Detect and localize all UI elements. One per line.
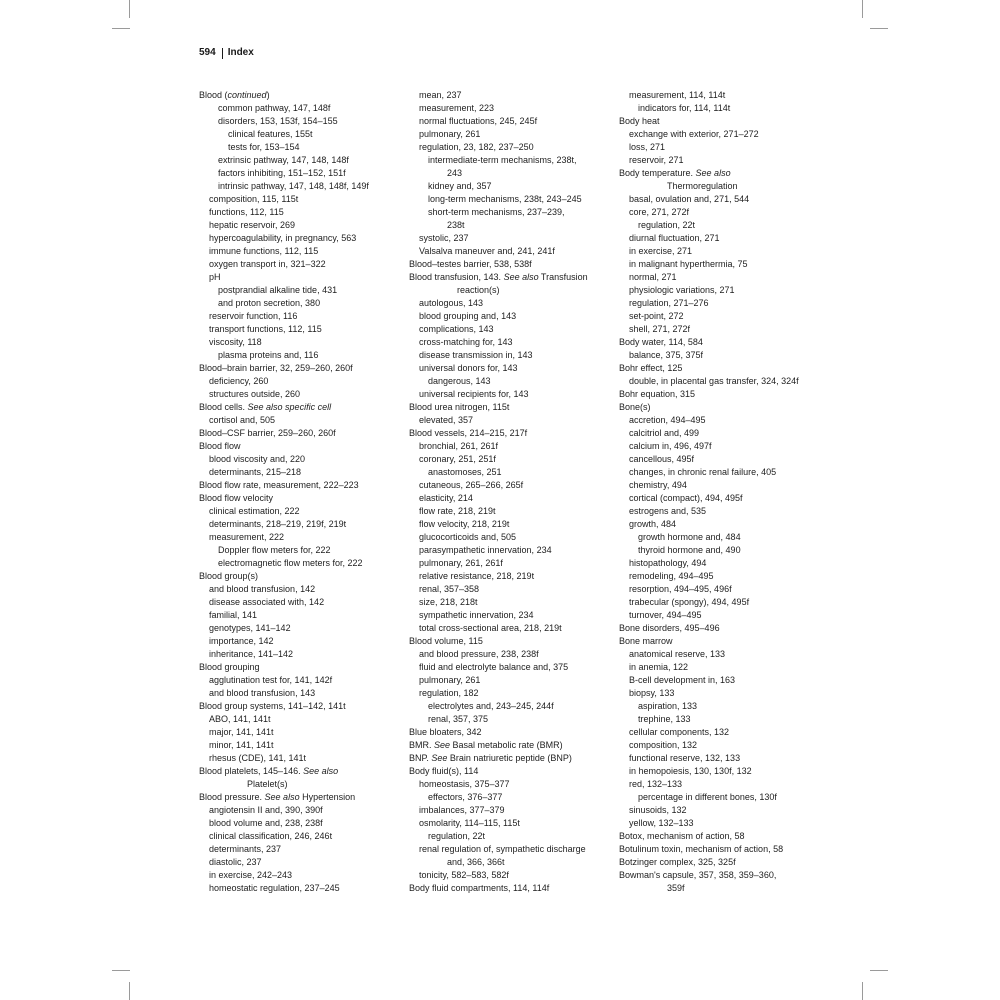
index-entry: sympathetic innervation, 234 (419, 610, 534, 620)
index-entry: parasympathetic innervation, 234 (419, 545, 552, 555)
index-entry: indicators for, 114, 114t (638, 103, 731, 113)
index-entry (199, 401, 369, 414)
index-entry: universal recipients for, 143 (419, 389, 529, 399)
index-entry: osmolarity, 114–115, 115t (419, 818, 520, 828)
index-entry: renal, 357, 375 (428, 714, 489, 724)
index-entry: double, in placental gas transfer, 324, 324f (629, 376, 799, 386)
page-header (199, 46, 254, 60)
index-entry: growth hormone and, 484 (638, 532, 741, 542)
index-entry: shell, 271, 272f (629, 324, 691, 334)
index-entry: immune functions, 112, 115 (209, 246, 319, 256)
index-entry: mean, 237 (419, 90, 462, 100)
cross-reference-italic: See also (303, 766, 339, 776)
index-entry: familial, 141 (209, 610, 258, 620)
index-entry: blood viscosity and, 220 (209, 454, 306, 464)
index-entry: total cross-sectional area, 218, 219t (419, 623, 562, 633)
index-entry: renal regulation of, sympathetic discharge (419, 844, 586, 854)
index-entry: measurement, 223 (419, 103, 495, 113)
index-entry: set-point, 272 (629, 311, 684, 321)
index-entry: pH (209, 272, 221, 282)
index-entry: coronary, 251, 251f (419, 454, 496, 464)
index-entry: factors inhibiting, 151–152, 151f (218, 168, 346, 178)
index-entry: clinical estimation, 222 (209, 506, 300, 516)
index-entry: exchange with exterior, 271–272 (629, 129, 759, 139)
index-entry: Blood grouping (199, 662, 260, 672)
index-entry: calcium in, 496, 497f (629, 441, 712, 451)
index-entry: kidney and, 357 (428, 181, 492, 191)
index-entry: Body water, 114, 584 (619, 337, 703, 347)
index-entry: size, 218, 218t (419, 597, 478, 607)
index-entry (409, 752, 588, 765)
index-entry: Body fluid compartments, 114, 114f (409, 883, 550, 893)
index-entry: dangerous, 143 (428, 376, 491, 386)
crop-mark-top-right (862, 0, 863, 18)
index-entry: Bowman's capsule, 357, 358, 359–360, (619, 870, 777, 880)
index-entry: basal, ovulation and, 271, 544 (629, 194, 750, 204)
index-entry: biopsy, 133 (629, 688, 675, 698)
crop-mark-bottom-right (862, 982, 863, 1000)
index-entry: calcitriol and, 499 (629, 428, 700, 438)
index-entry: diastolic, 237 (209, 857, 262, 867)
index-entry: Bone marrow (619, 636, 673, 646)
index-entry: resorption, 494–495, 496f (629, 584, 732, 594)
index-entry: Blood group(s) (199, 571, 259, 581)
crop-mark-left-upper (112, 28, 130, 29)
index-entry (199, 765, 369, 778)
index-entry: Platelet(s) (247, 779, 288, 789)
crop-mark-bottom-left (129, 982, 130, 1000)
index-entry: hepatic reservoir, 269 (209, 220, 296, 230)
index-entry: Doppler flow meters for, 222 (218, 545, 331, 555)
index-entry: blood volume and, 238, 238f (209, 818, 323, 828)
index-entry: cutaneous, 265–266, 265f (419, 480, 524, 490)
cross-reference-italic: continued (227, 90, 267, 100)
index-entry: trabecular (spongy), 494, 495f (629, 597, 750, 607)
header-divider (222, 48, 223, 59)
index-entry: histopathology, 494 (629, 558, 707, 568)
index-entry-text: Blood transfusion, 143. (409, 272, 504, 282)
index-entry: Body heat (619, 116, 660, 126)
index-entry: Blood flow (199, 441, 241, 451)
index-entry: systolic, 237 (419, 233, 469, 243)
index-entry (409, 271, 588, 284)
page-number: 594 (199, 47, 216, 58)
index-entry: trephine, 133 (638, 714, 691, 724)
index-entry: plasma proteins and, 116 (218, 350, 319, 360)
crop-mark-left-lower (112, 970, 130, 971)
index-entry: extrinsic pathway, 147, 148, 148f (218, 155, 349, 165)
index-entry: normal fluctuations, 245, 245f (419, 116, 538, 126)
index-entry: agglutination test for, 141, 142f (209, 675, 333, 685)
index-entry: estrogens and, 535 (629, 506, 707, 516)
index-entry: postprandial alkaline tide, 431 (218, 285, 338, 295)
index-entry: aspiration, 133 (638, 701, 698, 711)
index-entry: renal, 357–358 (419, 584, 480, 594)
index-entry: and proton secretion, 380 (218, 298, 321, 308)
index-entry: ABO, 141, 141t (209, 714, 271, 724)
index-entry: Valsalva maneuver and, 241, 241f (419, 246, 555, 256)
index-entry: intrinsic pathway, 147, 148, 148f, 149f (218, 181, 369, 191)
crop-mark-right-lower (870, 970, 888, 971)
cross-reference-italic: See (431, 753, 448, 763)
index-entry: functional reserve, 132, 133 (629, 753, 741, 763)
index-entry-text: Blood cells. (199, 402, 248, 412)
index-entry: red, 132–133 (629, 779, 683, 789)
index-entry: core, 271, 272f (629, 207, 690, 217)
index-entry-text: Blood ( (199, 90, 228, 100)
index-entry: regulation, 22t (638, 220, 696, 230)
index-entry: short-term mechanisms, 237–239, (428, 207, 565, 217)
index-entry: physiologic variations, 271 (629, 285, 735, 295)
index-entry: electrolytes and, 243–245, 244f (428, 701, 554, 711)
index-entry: Blood urea nitrogen, 115t (409, 402, 510, 412)
index-entry: Botox, mechanism of action, 58 (619, 831, 745, 841)
index-entry: transport functions, 112, 115 (209, 324, 322, 334)
index-entry: thyroid hormone and, 490 (638, 545, 741, 555)
index-entry: major, 141, 141t (209, 727, 274, 737)
index-entry: remodeling, 494–495 (629, 571, 714, 581)
index-entry: inheritance, 141–142 (209, 649, 294, 659)
index-entry: diurnal fluctuation, 271 (629, 233, 720, 243)
index-entry: B-cell development in, 163 (629, 675, 736, 685)
index-entry: and blood pressure, 238, 238f (419, 649, 539, 659)
index-entry: importance, 142 (209, 636, 274, 646)
index-entry: homeostatic regulation, 237–245 (209, 883, 340, 893)
index-entry: flow velocity, 218, 219t (419, 519, 510, 529)
index-entry-text: BMR. (409, 740, 435, 750)
cross-reference-italic: See also specific cell (247, 402, 332, 412)
index-entry: clinical features, 155t (228, 129, 313, 139)
index-entry-text: Body temperature. (619, 168, 696, 178)
index-entry: minor, 141, 141t (209, 740, 274, 750)
index-entry-text: Transfusion (538, 272, 588, 282)
index-entry: balance, 375, 375f (629, 350, 704, 360)
index-entry: Blood group systems, 141–142, 141t (199, 701, 346, 711)
index-entry: Blood volume, 115 (409, 636, 483, 646)
index-column-2 (409, 89, 588, 895)
index-entry: Bohr effect, 125 (619, 363, 683, 373)
cross-reference-italic: See also (695, 168, 731, 178)
index-entry: structures outside, 260 (209, 389, 301, 399)
index-entry: functions, 112, 115 (209, 207, 284, 217)
index-entry: Botulinum toxin, mechanism of action, 58 (619, 844, 784, 854)
index-entry: hypercoagulability, in pregnancy, 563 (209, 233, 357, 243)
index-entry-text: BNP. (409, 753, 432, 763)
index-entry: deficiency, 260 (209, 376, 269, 386)
index-entry: glucocorticoids and, 505 (419, 532, 517, 542)
index-entry: in hemopoiesis, 130, 130f, 132 (629, 766, 752, 776)
index-entry: reservoir, 271 (629, 155, 684, 165)
index-entry: electromagnetic flow meters for, 222 (218, 558, 363, 568)
index-entry: genotypes, 141–142 (209, 623, 291, 633)
index-entry (409, 739, 588, 752)
index-entry: Bone disorders, 495–496 (619, 623, 720, 633)
index-column-3 (619, 89, 799, 895)
index-entry (199, 791, 369, 804)
index-entry-text: Blood platelets, 145–146. (199, 766, 304, 776)
index-entry: bronchial, 261, 261f (419, 441, 499, 451)
index-entry: 243 (447, 168, 463, 178)
index-entry: Body fluid(s), 114 (409, 766, 479, 776)
index-entry: intermediate-term mechanisms, 238t, (428, 155, 577, 165)
index-entry: Blood flow velocity (199, 493, 274, 503)
index-entry: Blood vessels, 214–215, 217f (409, 428, 528, 438)
index-entry: and blood transfusion, 142 (209, 584, 316, 594)
index-entry: chemistry, 494 (629, 480, 687, 490)
index-entry: anastomoses, 251 (428, 467, 502, 477)
index-entry-text: Blood pressure. (199, 792, 265, 802)
index-entry: homeostasis, 375–377 (419, 779, 510, 789)
index-entry-text: ) (266, 90, 270, 100)
index-entry: determinants, 237 (209, 844, 282, 854)
index-entry: tonicity, 582–583, 582f (419, 870, 509, 880)
index-entry: elasticity, 214 (419, 493, 473, 503)
index-entry: rhesus (CDE), 141, 141t (209, 753, 307, 763)
index-entry: sinusoids, 132 (629, 805, 687, 815)
index-entry: reaction(s) (457, 285, 500, 295)
index-entry: anatomical reserve, 133 (629, 649, 726, 659)
index-entry: angiotensin II and, 390, 390f (209, 805, 323, 815)
index-entry: Blood–testes barrier, 538, 538f (409, 259, 532, 269)
index-entry: Botzinger complex, 325, 325f (619, 857, 736, 867)
section-title: Index (227, 47, 254, 58)
index-entry: Blood–brain barrier, 32, 259–260, 260f (199, 363, 353, 373)
index-entry: and, 366, 366t (447, 857, 505, 867)
index-entry: cellular components, 132 (629, 727, 730, 737)
index-entry: disease transmission in, 143 (419, 350, 533, 360)
index-entry: relative resistance, 218, 219t (419, 571, 535, 581)
index-entry: cancellous, 495f (629, 454, 695, 464)
index-entry: growth, 484 (629, 519, 677, 529)
cross-reference-italic: See also (264, 792, 300, 802)
index-entry: elevated, 357 (419, 415, 474, 425)
crop-mark-top-left (129, 0, 130, 18)
index-entry: Bohr equation, 315 (619, 389, 696, 399)
index-entry: Blood flow rate, measurement, 222–223 (199, 480, 359, 490)
index-entry-text: Hypertension (299, 792, 356, 802)
index-entry: imbalances, 377–379 (419, 805, 505, 815)
index-entry: measurement, 222 (209, 532, 285, 542)
index-entry: Thermoregulation (667, 181, 738, 191)
index-entry: reservoir function, 116 (209, 311, 298, 321)
index-entry: universal donors for, 143 (419, 363, 518, 373)
index-entry: turnover, 494–495 (629, 610, 702, 620)
index-entry: pulmonary, 261 (419, 129, 481, 139)
index-entry: 238t (447, 220, 465, 230)
index-entry: long-term mechanisms, 238t, 243–245 (428, 194, 582, 204)
index-entry: cortisol and, 505 (209, 415, 276, 425)
index-entry: 359f (667, 883, 685, 893)
index-entry: autologous, 143 (419, 298, 484, 308)
index-entry: common pathway, 147, 148f (218, 103, 331, 113)
index-entry: in anemia, 122 (629, 662, 689, 672)
index-entry: viscosity, 118 (209, 337, 262, 347)
index-entry: composition, 115, 115t (209, 194, 299, 204)
cross-reference-italic: See also (503, 272, 539, 282)
index-entry (619, 167, 799, 180)
index-entry: determinants, 218–219, 219f, 219t (209, 519, 347, 529)
index-entry: percentage in different bones, 130f (638, 792, 777, 802)
index-entry: normal, 271 (629, 272, 677, 282)
index-entry: in malignant hyperthermia, 75 (629, 259, 748, 269)
index-entry: Bone(s) (619, 402, 651, 412)
index-entry: Blue bloaters, 342 (409, 727, 482, 737)
index-entry: loss, 271 (629, 142, 666, 152)
crop-mark-right-upper (870, 28, 888, 29)
index-entry: in exercise, 271 (629, 246, 693, 256)
index-entry: flow rate, 218, 219t (419, 506, 496, 516)
index-entry: determinants, 215–218 (209, 467, 302, 477)
index-entry (199, 89, 369, 102)
index-entry: accretion, 494–495 (629, 415, 706, 425)
index-entry: and blood transfusion, 143 (209, 688, 316, 698)
index-entry: measurement, 114, 114t (629, 90, 726, 100)
index-entry: in exercise, 242–243 (209, 870, 293, 880)
index-entry-text: Brain natriuretic peptide (BNP) (447, 753, 572, 763)
index-entry: clinical classification, 246, 246t (209, 831, 333, 841)
index-entry: pulmonary, 261 (419, 675, 481, 685)
index-entry: cortical (compact), 494, 495f (629, 493, 743, 503)
cross-reference-italic: See (434, 740, 451, 750)
index-entry: disorders, 153, 153f, 154–155 (218, 116, 338, 126)
index-entry: regulation, 271–276 (629, 298, 709, 308)
index-entry: pulmonary, 261, 261f (419, 558, 503, 568)
index-entry: complications, 143 (419, 324, 494, 334)
index-entry: fluid and electrolyte balance and, 375 (419, 662, 569, 672)
index-entry: yellow, 132–133 (629, 818, 694, 828)
index-entry: blood grouping and, 143 (419, 311, 517, 321)
index-entry: regulation, 23, 182, 237–250 (419, 142, 534, 152)
index-column-1 (199, 89, 369, 895)
index-entry: oxygen transport in, 321–322 (209, 259, 326, 269)
index-entry: disease associated with, 142 (209, 597, 325, 607)
index-entry-text: Basal metabolic rate (BMR) (450, 740, 563, 750)
index-entry: Blood–CSF barrier, 259–260, 260f (199, 428, 336, 438)
index-entry: tests for, 153–154 (228, 142, 300, 152)
index-entry: regulation, 182 (419, 688, 479, 698)
index-entry: regulation, 22t (428, 831, 486, 841)
index-entry: effectors, 376–377 (428, 792, 503, 802)
index-entry: cross-matching for, 143 (419, 337, 513, 347)
index-entry: changes, in chronic renal failure, 405 (629, 467, 777, 477)
index-entry: composition, 132 (629, 740, 698, 750)
